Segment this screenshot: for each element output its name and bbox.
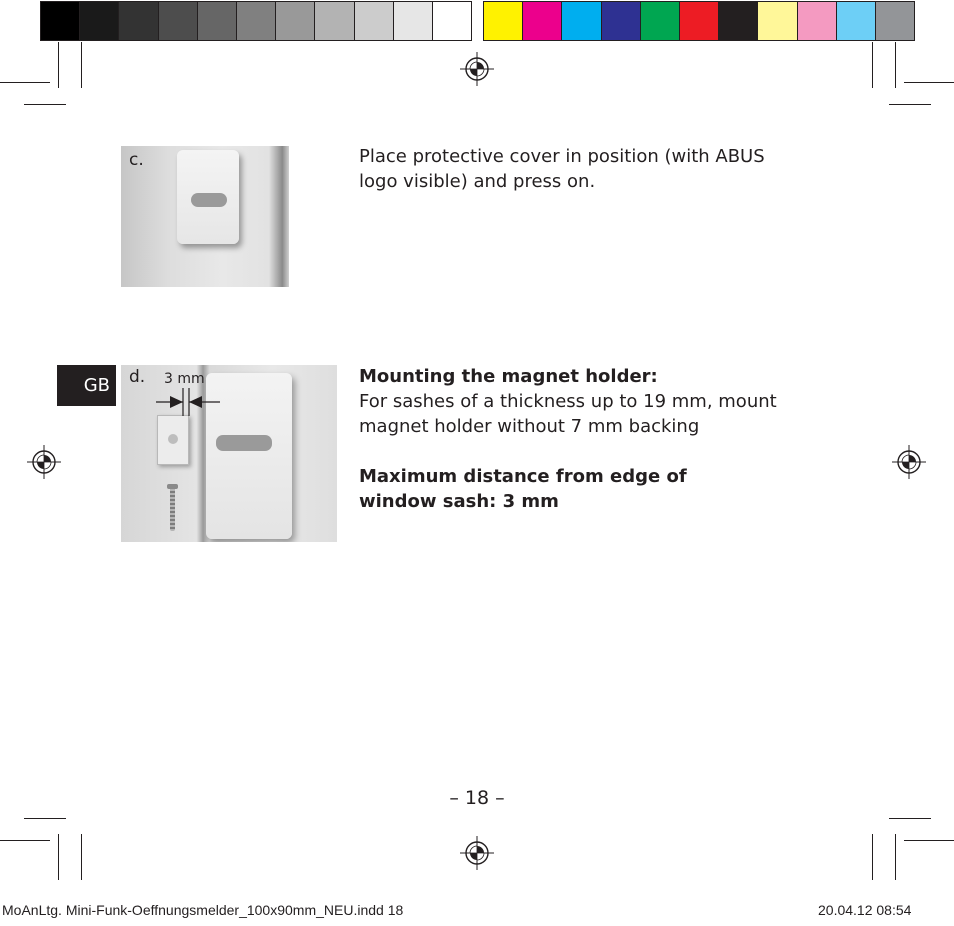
color-swatch — [719, 2, 758, 40]
step-label-d: d. — [129, 367, 146, 387]
crop-mark — [904, 840, 954, 841]
crop-mark — [58, 42, 59, 88]
color-swatch — [837, 2, 876, 40]
photo-protective-cover — [121, 146, 289, 287]
instruction-body: For sashes of a thickness up to 19 mm, mount magnet holder without 7 mm backing — [359, 391, 777, 437]
color-calibration-bar — [483, 1, 915, 41]
slug-datetime: 20.04.12 08:54 — [818, 902, 912, 918]
brand-logo — [191, 193, 227, 207]
color-swatch — [394, 2, 433, 40]
registration-mark-icon — [892, 445, 926, 479]
color-swatch — [484, 2, 523, 40]
color-swatch — [602, 2, 641, 40]
page-number: – 18 – — [449, 787, 505, 809]
color-swatch — [641, 2, 680, 40]
step-label-c: c. — [129, 150, 144, 170]
color-swatch — [876, 2, 914, 40]
crop-mark — [895, 42, 896, 88]
crop-mark — [0, 82, 50, 83]
color-swatch — [198, 2, 237, 40]
brand-logo — [216, 435, 272, 451]
color-swatch — [237, 2, 276, 40]
dimension-label: 3 mm — [164, 371, 205, 387]
crop-mark — [81, 42, 82, 88]
color-swatch — [276, 2, 315, 40]
dimension-arrows-icon — [156, 388, 220, 416]
color-swatch — [119, 2, 158, 40]
crop-mark — [24, 818, 66, 819]
color-swatch — [562, 2, 601, 40]
step-c-instruction: Place protective cover in position (with ABUS logo visible) and press on. — [359, 146, 765, 192]
color-swatch — [41, 2, 80, 40]
crop-mark — [0, 840, 50, 841]
screw — [170, 487, 175, 531]
color-swatch — [355, 2, 394, 40]
color-swatch — [798, 2, 837, 40]
crop-mark — [872, 42, 873, 88]
color-swatch — [315, 2, 354, 40]
crop-mark — [24, 104, 66, 105]
crop-mark — [889, 818, 931, 819]
step-d-instructions — [359, 364, 799, 514]
color-swatch — [433, 2, 471, 40]
sensor-housing — [177, 150, 239, 244]
registration-mark-icon — [460, 52, 494, 86]
slug-filename: MoAnLtg. Mini-Funk-Oeffnungsmelder_100x90mm_NEU.indd 18 — [2, 902, 404, 918]
crop-mark — [872, 834, 873, 880]
color-swatch — [80, 2, 119, 40]
crop-mark — [904, 82, 954, 83]
crop-mark — [58, 834, 59, 880]
photo-magnet-holder — [121, 365, 337, 542]
registration-mark-icon — [27, 445, 61, 479]
color-swatch — [680, 2, 719, 40]
registration-mark-icon — [460, 836, 494, 870]
color-swatch — [159, 2, 198, 40]
language-tab: GB — [57, 365, 116, 406]
color-swatch — [523, 2, 562, 40]
magnet-holder — [157, 415, 189, 465]
grayscale-calibration-bar — [40, 1, 472, 41]
color-swatch — [758, 2, 797, 40]
distance-note: Maximum distance from edge of window sash: 3 mm — [359, 466, 687, 512]
crop-mark — [81, 834, 82, 880]
crop-mark — [889, 104, 931, 105]
crop-mark — [895, 834, 896, 880]
section-heading: Mounting the magnet holder: — [359, 366, 658, 387]
